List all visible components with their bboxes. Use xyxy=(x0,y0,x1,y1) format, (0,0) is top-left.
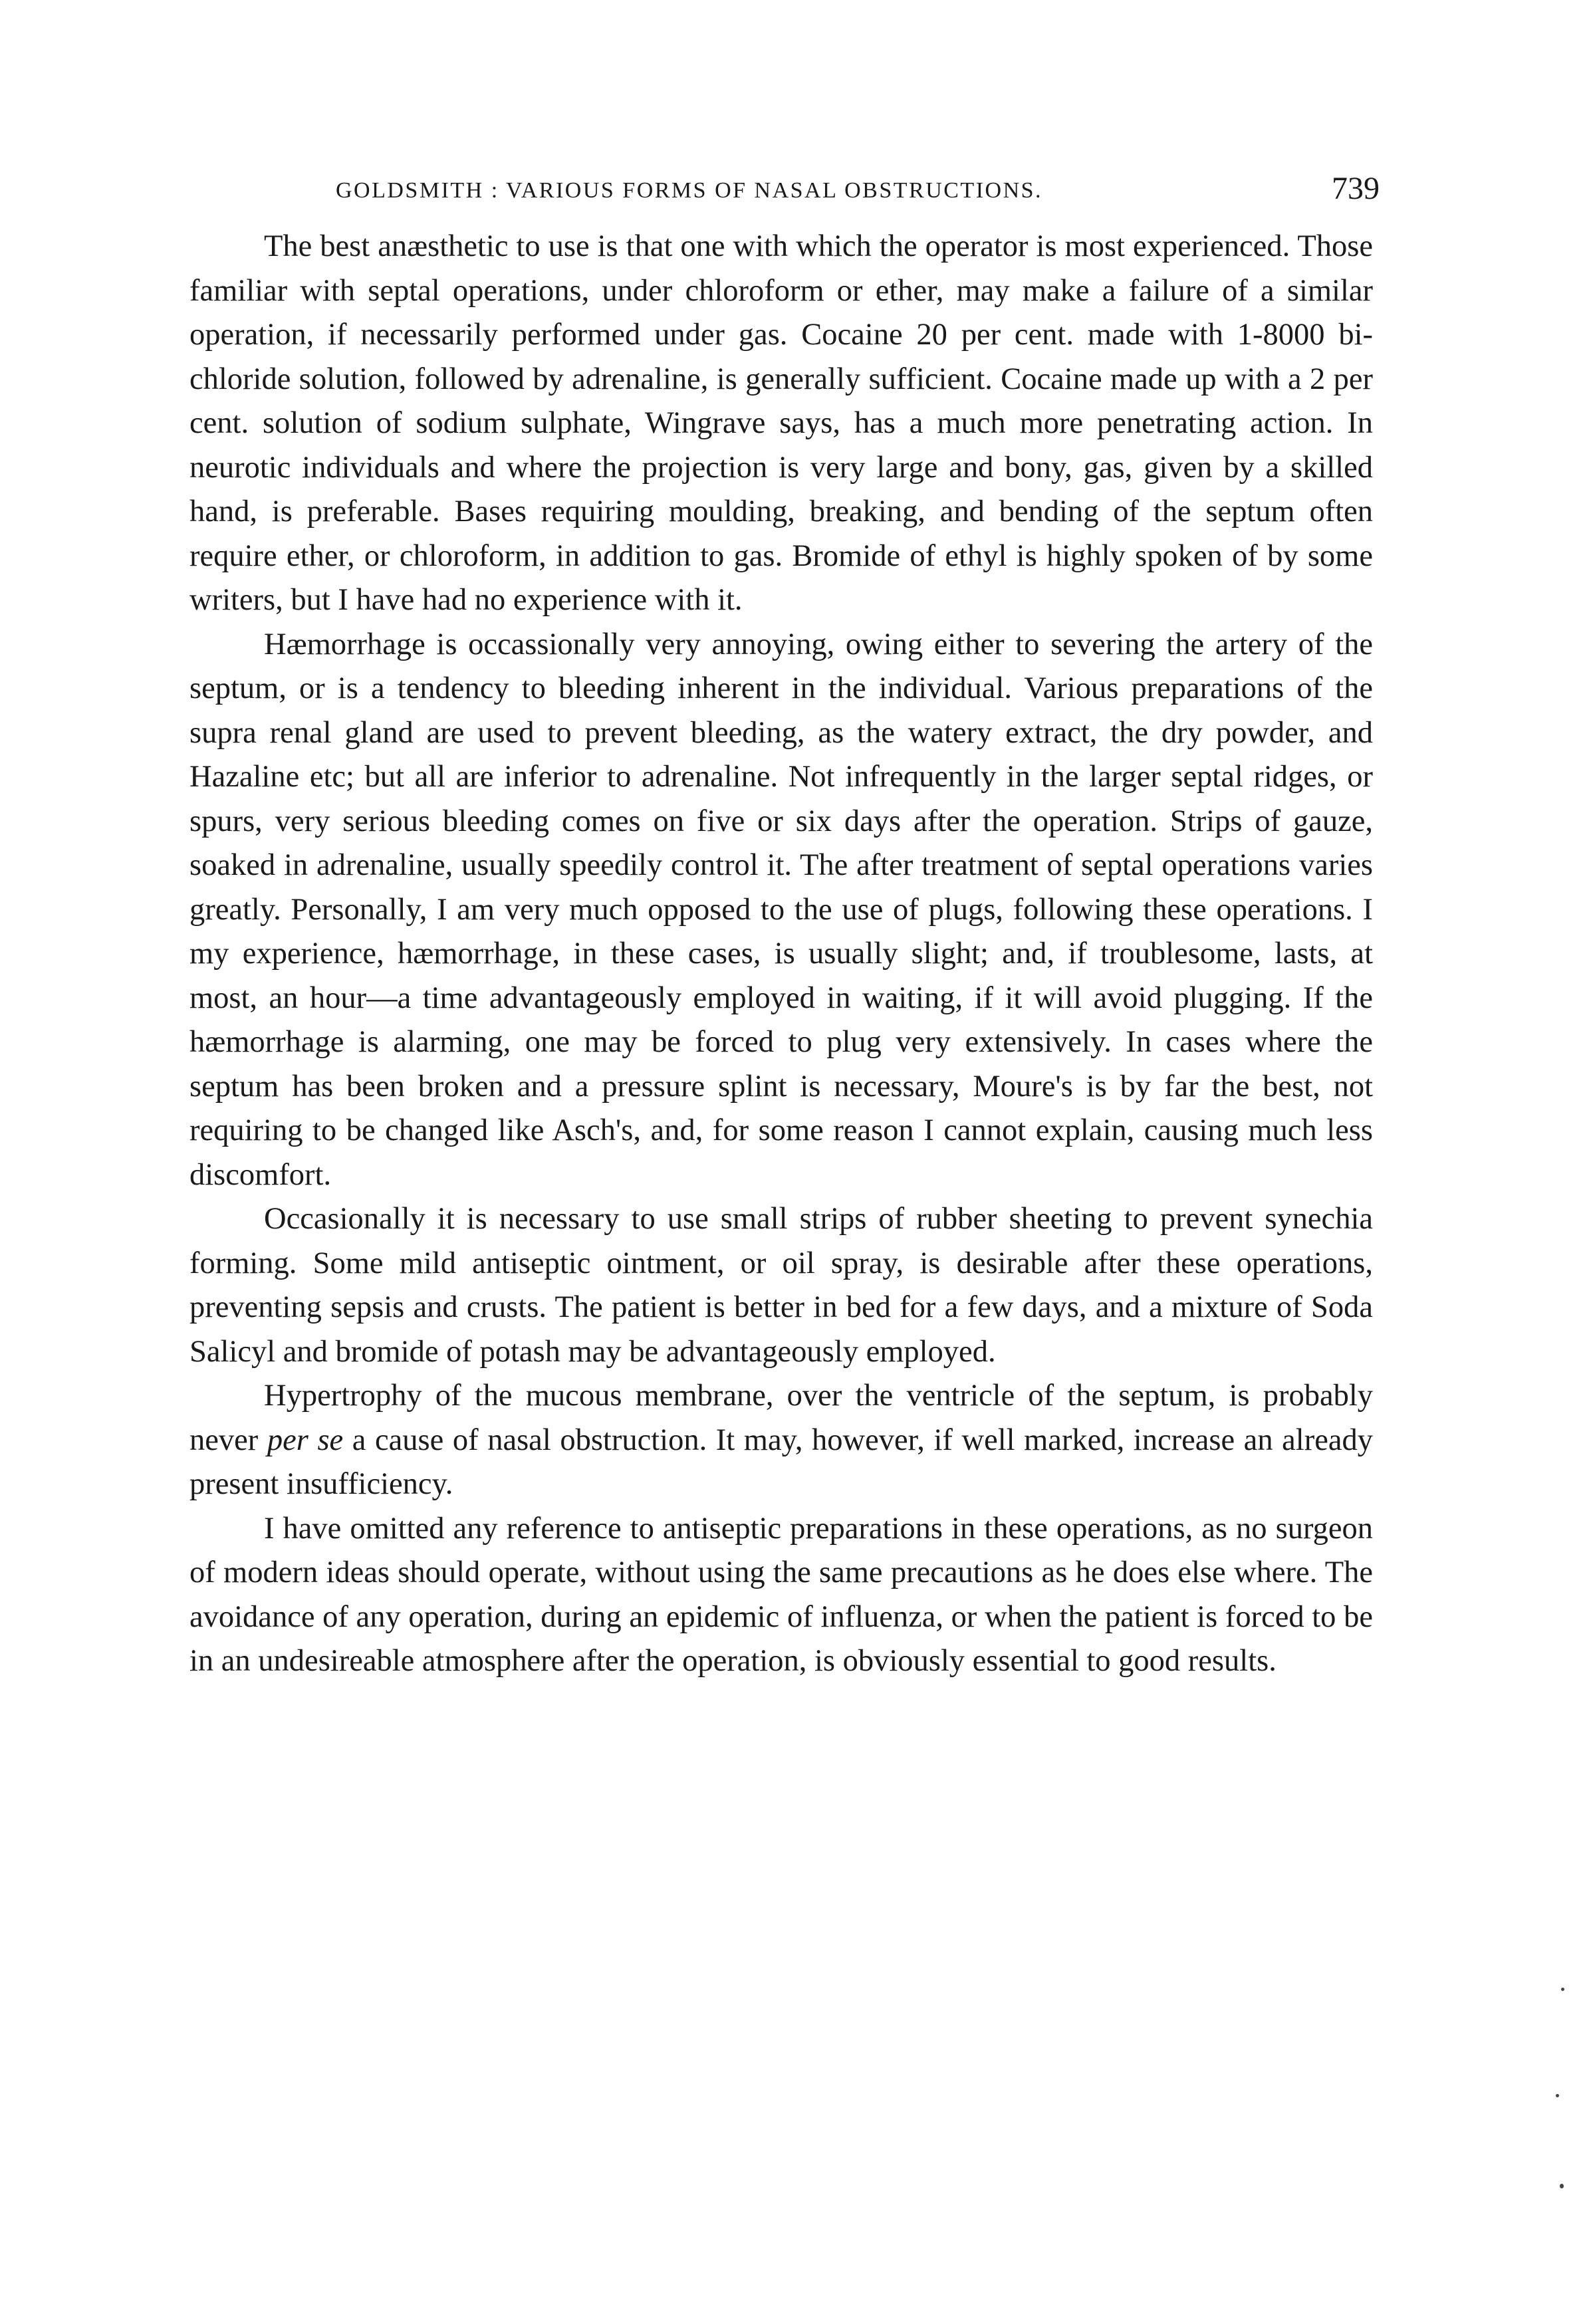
paragraph-haemorrhage: Hæmorrhage is occassionally very annoying, owing either to severing the artery of the septum, or is a tendency to bleeding inherent in the individual. Various preparations of the supra renal gland are used to prevent bleeding, as the watery extract, the dry powder, and Hazaline etc; but all are inferior to adrenaline. Not infrequently in the larger septal ridges, or spurs, very serious bleeding comes on five or six days after the operation. Strips of gauze, soaked in adrenaline, usually speedily control it. The after treatment of septal operations varies greatly. Personally, I am very much opposed to the use of plugs, following these operations. I my experience, hæmorrhage, in these cases, is usually slight; and, if troublesome, lasts, at most, an hour—a time advantageously employed in waiting, if it will avoid plugging. If the hæmorrhage is alarming, one may be forced to plug very extensively. In cases where the septum has been broken and a pressure splint is necessary, Moure's is by far the best, not requiring to be changed like Asch's, and, for some reason I cannot explain, causing much less discomfort. xyxy=(189,627,1373,1192)
running-title: GOLDSMITH : VARIOUS FORMS OF NASAL OBSTRUCTIONS. xyxy=(336,178,1043,203)
paragraph-antiseptic: I have omitted any reference to antiseptic preparations in these operations, as no surgeon of modern ideas should operate, without using the same precautions as he does else where. The avoidance of any operation, during an epidemic of influenza, or when the patient is forced to be in an undesireable atmosphere after the operation, is obviously essential to good results. xyxy=(189,1511,1373,1678)
paragraph-anaesthetic: The best anæsthetic to use is that one with which the operator is most experienced. Those familiar with septal operations, under chloroform or ether, may make a failure of a similar operation, if necessarily performed under gas. Cocaine 20 per cent. made with 1-8000 bi-chloride solution, followed by adrenaline, is generally sufficient. Cocaine made up with a 2 per cent. solution of sodium sulphate, Wingrave says, has a much more penetrating action. In neurotic individuals and where the projection is very large and bony, gas, given by a skilled hand, is preferable. Bases requiring moulding, breaking, and bending of the septum often require ether, or chloroform, in addition to gas. Bromide of ethyl is highly spoken of by some writers, but I have had no experience with it. xyxy=(189,229,1373,617)
hypertrophy-text-start: Hypertrophy of the mucous membrane, over the ventricle of the septum, is probably never xyxy=(189,1379,1373,1457)
scan-speck xyxy=(1556,2094,1559,2097)
scan-speck xyxy=(1560,2184,1564,2188)
hypertrophy-text-end: a cause of nasal obstruction. It may, however, if well marked, increase an already present insufficiency. xyxy=(189,1423,1373,1501)
page xyxy=(189,166,1380,1684)
paragraph-synechia: Occasionally it is necessary to use small strips of rubber sheeting to prevent synechia forming. Some mild antiseptic ointment, or oil spray, is desirable after these operations, preventing sepsis and crusts. The patient is better in bed for a few days, and a mixture of Soda Salicyl and bromide of potash may be advantageously employed. xyxy=(189,1202,1373,1369)
hypertrophy-italic-per-se: per se xyxy=(267,1423,344,1457)
running-head xyxy=(189,166,1380,219)
scan-speck xyxy=(1561,1988,1564,1991)
paragraph-hypertrophy xyxy=(189,1374,1373,1507)
page-number: 739 xyxy=(1332,171,1380,206)
